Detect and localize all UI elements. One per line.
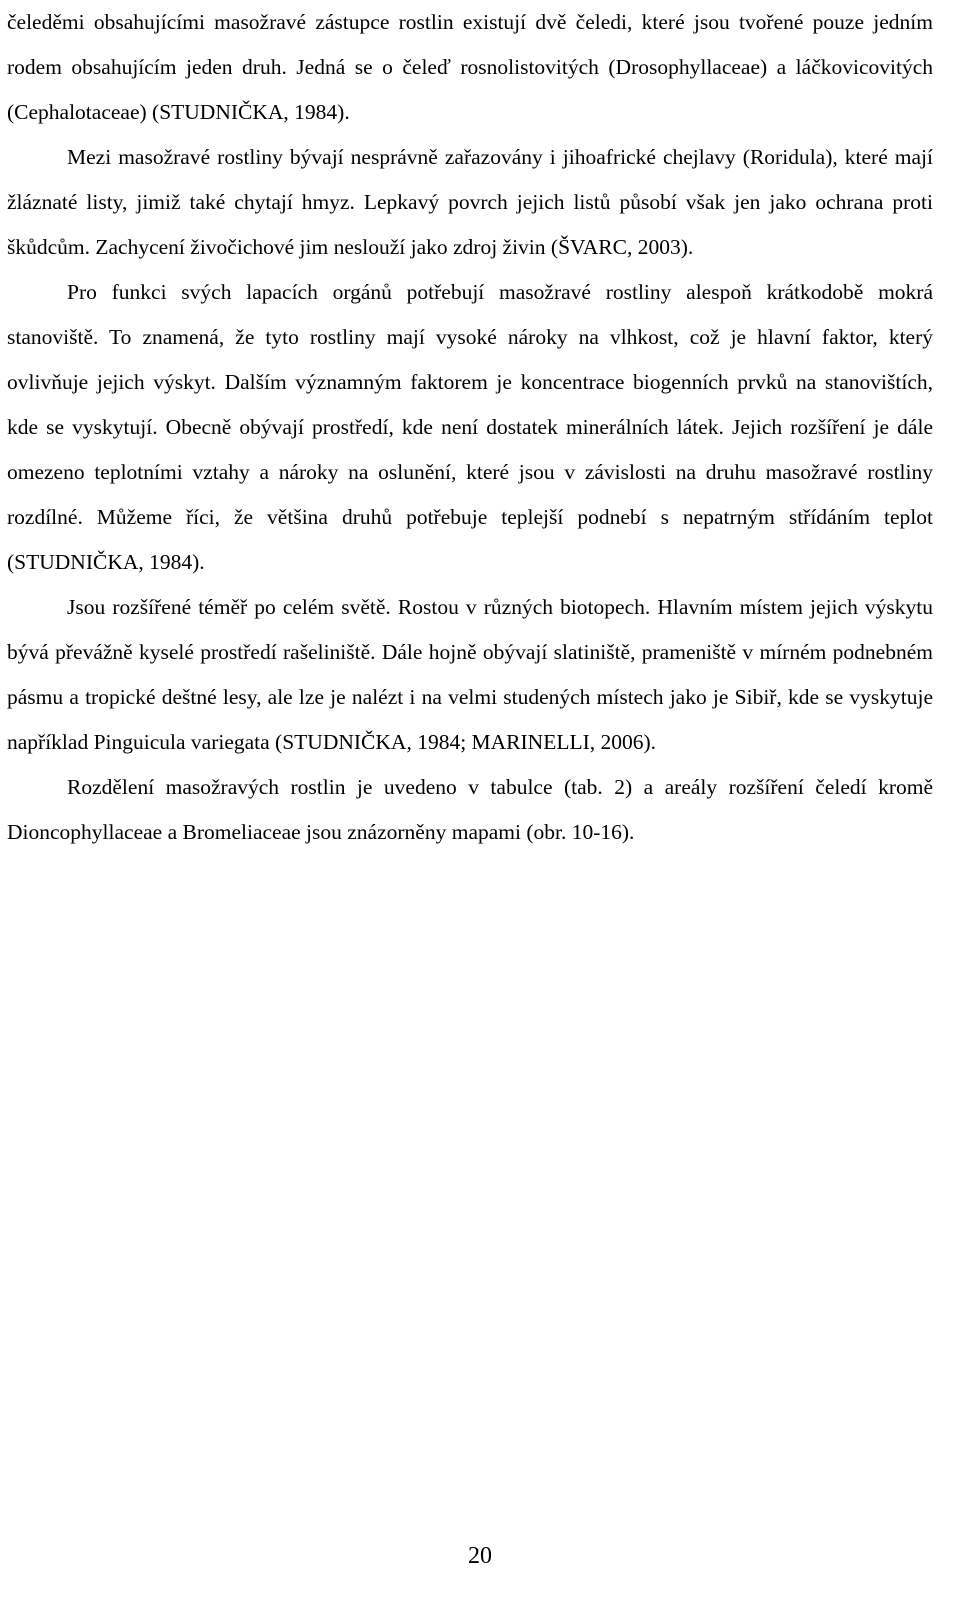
paragraph-habitat-requirements: Pro funkci svých lapacích orgánů potřebují masožravé rostliny alespoň krátkodobě mokrá stanoviště. To znamená, že tyto rostliny mají vysoké nároky na vlhkost, což je hlavní faktor, který ovlivňuje jejich výskyt. Dalším významným faktorem je koncentrace biogenních prvků na stanovištích, kde se vyskytují. Obecně obývají prostředí, kde není dostatek minerálních látek. Jejich rozšíření je dále omezeno teplotními vztahy a nároky na oslunění, které jsou v závislosti na druhu masožravé rostliny rozdílné. Můžeme říci, že většina druhů potřebuje teplejší podnebí s nepatrným střídáním teplot (STUDNIČKA, 1984). — [7, 280, 933, 574]
paragraph-classification: Rozdělení masožravých rostlin je uvedeno v tabulce (tab. 2) a areály rozšíření čeledí kromě Dioncophyllaceae a Bromeliaceae jsou znázorněny mapami (obr. 10-16). — [7, 775, 933, 844]
page-number: 20 — [468, 1543, 492, 1569]
paragraph-distribution: Jsou rozšířené téměř po celém světě. Rostou v různých biotopech. Hlavním místem jejich výskytu bývá převážně kyselé prostředí rašeliniště. Dále hojně obývají slatiniště, prameniště v mírném podnebném pásmu a tropické deštné lesy, ale lze je nalézt i na velmi studených místech jako je Sibiř, kde se vyskytuje například Pinguicula variegata (STUDNIČKA, 1984; MARINELLI, 2006). — [7, 595, 933, 754]
paragraph-continued: čeleděmi obsahujícími masožravé zástupce rostlin existují dvě čeledi, které jsou tvořené pouze jedním rodem obsahujícím jeden druh. Jedná se o čeleď rosnolistovitých (Drosophyllaceae) a láčkovicovitých (Cephalotaceae) (STUDNIČKA, 1984). — [7, 10, 933, 124]
document-body — [7, 0, 933, 855]
paragraph-roridula: Mezi masožravé rostliny bývají nesprávně zařazovány i jihoafrické chejlavy (Roridula), které mají žláznaté listy, jimiž také chytají hmyz. Lepkavý povrch jejich listů působí však jen jako ochrana proti škůdcům. Zachycení živočichové jim neslouží jako zdroj živin (ŠVARC, 2003). — [7, 145, 933, 259]
